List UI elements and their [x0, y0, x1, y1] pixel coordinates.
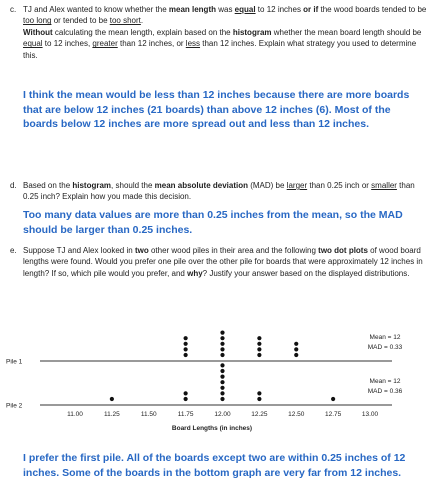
pile-1-dot [184, 347, 188, 351]
question-e-text: Suppose TJ and Alex looked in two other wood piles in their area and the following two dot plots of wood board lengths were found. Would you prefer one pile over the other pile for boards that were approximately 12 inches in length? If so, which pile would you prefer, and why? Justify your answer based on the displayed distributions. [23, 246, 423, 278]
pile-1-dot [184, 353, 188, 357]
pile-2-stat-1: Mean = 12 [369, 378, 401, 385]
question-e-letter: e. [10, 246, 17, 255]
answer-d: Too many data values are more than 0.25 inches from the mean, so the MAD should be larger than 0.25 inches. [23, 209, 403, 236]
x-tick-label: 11.00 [67, 411, 83, 418]
x-tick-label: 11.50 [140, 411, 157, 418]
pile-2-dot [220, 375, 224, 379]
pile-2-stat-2: MAD = 0.36 [367, 388, 403, 395]
pile-1-dot [220, 336, 224, 340]
x-tick-label: 12.00 [214, 411, 231, 418]
pile-2-dot [257, 397, 261, 401]
x-tick-label: 12.75 [324, 411, 342, 418]
pile-2-dot [220, 380, 224, 384]
pile-2-dot [220, 363, 224, 367]
pile-1-dot [257, 336, 261, 340]
x-axis-label: Board Lengths (in inches) [171, 425, 253, 432]
pile-2-dot [110, 397, 114, 401]
pile-1-dot [184, 342, 188, 346]
pile-2-dot [220, 397, 224, 401]
answer-c: I think the mean would be less than 12 inches because there are more boards that are below 12 inches (21 boards) than above 12 inches (6). Most of the boards below 12 inches are more spread out and less than 12 inches. [23, 89, 410, 130]
pile-1-dot [294, 347, 298, 351]
pile-2-dot [220, 386, 224, 390]
pile-1-dot [220, 331, 224, 335]
pile-2-dot [257, 391, 261, 395]
x-tick-label: 12.25 [251, 411, 268, 418]
question-c-text: TJ and Alex wanted to know whether the mean length was equal to 12 inches or if the wood boards tended to be too long or tended to be too short. Without calculating the mean length, explain based on the histogram whether the mean board length should be equal to 12 inches, greater than 12 inches, or less than 12 inches. Explain what strategy you used to determine this. [23, 5, 427, 60]
pile-1-dot [220, 342, 224, 346]
question-d-text: Based on the histogram, should the mean absolute deviation (MAD) be larger than 0.25 inch or smaller than 0.25 inch? Explain how you made this decision. [23, 181, 415, 202]
pile-1-stat-2: MAD = 0.33 [367, 344, 403, 351]
pile-1-dot [257, 353, 261, 357]
x-tick-label: 11.25 [103, 411, 120, 418]
question-d-letter: d. [10, 181, 17, 190]
x-tick-label: 11.75 [177, 411, 194, 418]
pile-1-dot [294, 353, 298, 357]
question-c-letter: c. [10, 5, 17, 14]
pile-2-label: Pile 2 [6, 402, 23, 410]
pile-1-dot [184, 336, 188, 340]
pile-1-label: Pile 1 [6, 358, 23, 366]
pile-1-dot [294, 342, 298, 346]
pile-2-dot [220, 369, 224, 373]
pile-1-dot [257, 342, 261, 346]
pile-2-dot [184, 391, 188, 395]
pile-2-dot [331, 397, 335, 401]
pile-1-dot [220, 353, 224, 357]
pile-1-dot [220, 347, 224, 351]
x-tick-label: 13.00 [361, 411, 379, 418]
pile-2-dot [220, 391, 224, 395]
answer-e: I prefer the first pile. All of the boards except two are within 0.25 inches of 12 inches. Some of the boards in the bottom graph are very far from 12 inches. [23, 452, 406, 479]
x-tick-label: 12.50 [288, 411, 305, 418]
pile-2-dot [184, 397, 188, 401]
pile-1-dot [257, 347, 261, 351]
pile-1-stat-1: Mean = 12 [369, 334, 401, 341]
